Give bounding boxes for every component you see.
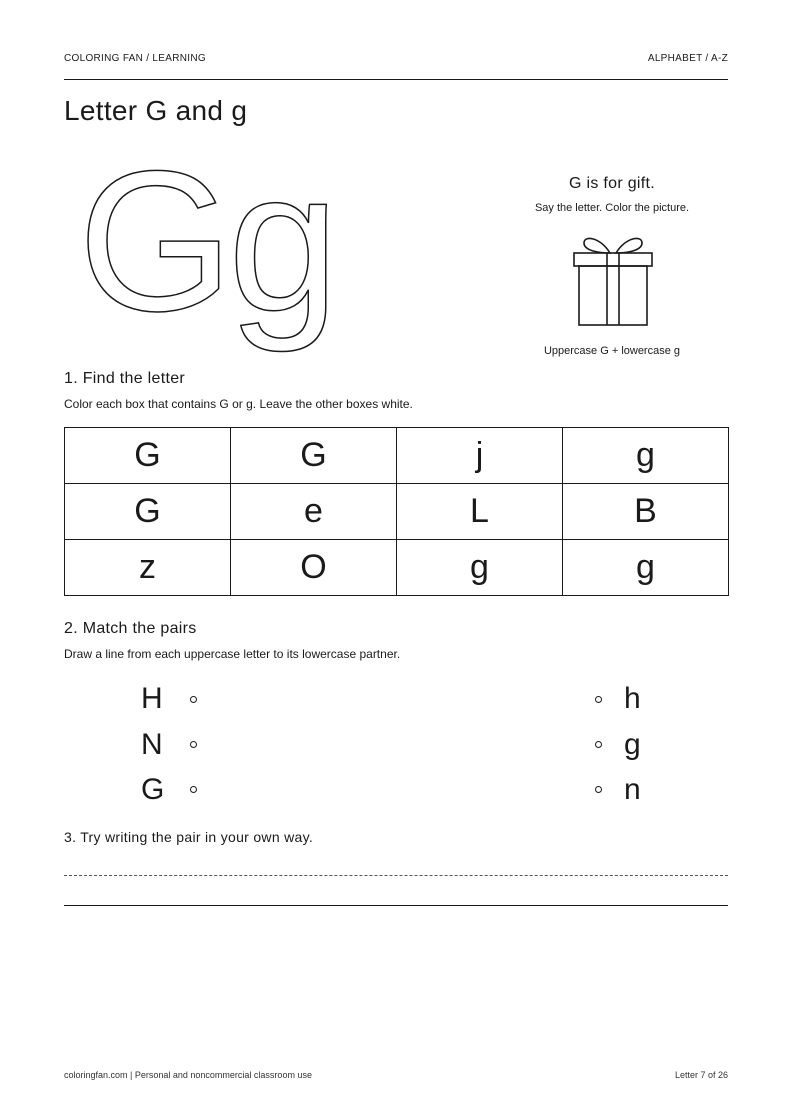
match-right-letter: n <box>624 773 641 806</box>
grid-cell[interactable]: e <box>231 484 397 540</box>
match-left-dot[interactable] <box>190 696 197 703</box>
header-category-label: ALPHABET / A-Z <box>647 53 728 64</box>
writing-baseline[interactable] <box>64 905 728 906</box>
match-right-letter: g <box>624 728 641 761</box>
footer-credit: coloringfan.com | Personal and noncommercial classroom use <box>64 1070 312 1080</box>
picture-caption: Uppercase G + lowercase g <box>543 345 681 357</box>
grid-row <box>65 428 729 484</box>
match-left-dot[interactable] <box>190 786 197 793</box>
grid-cell[interactable]: z <box>65 540 231 596</box>
grid-cell[interactable]: O <box>231 540 397 596</box>
match-right-dot[interactable] <box>595 696 602 703</box>
grid-cell[interactable]: j <box>397 428 563 484</box>
section1-title: 1. Find the letter <box>64 370 186 387</box>
big-uppercase-letter: G <box>78 148 234 353</box>
match-left-dot[interactable] <box>190 741 197 748</box>
grid-row <box>65 484 729 540</box>
page-title: Letter G and g <box>64 95 248 126</box>
word-subheading: Say the letter. Color the picture. <box>534 202 690 214</box>
grid-cell[interactable]: G <box>65 428 231 484</box>
grid-cell[interactable]: g <box>563 540 729 596</box>
big-lowercase-letter: g <box>228 148 340 353</box>
word-panel <box>512 175 712 214</box>
section3-title: 3. Try writing the pair in your own way. <box>64 829 314 845</box>
match-left-letter: N <box>141 728 163 761</box>
word-heading: G is for gift. <box>569 175 655 192</box>
writing-guide-midline[interactable] <box>64 875 728 876</box>
match-right-letter: h <box>624 682 641 715</box>
match-left-letter: H <box>141 682 163 715</box>
footer-page-number: Letter 7 of 26 <box>674 1070 728 1080</box>
section2-instruction: Draw a line from each uppercase letter to its lowercase partner. <box>64 647 401 661</box>
letter-grid <box>64 427 729 596</box>
section1-instruction: Color each box that contains G or g. Leave the other boxes white. <box>64 397 413 411</box>
header-divider <box>64 79 728 80</box>
grid-cell[interactable]: L <box>397 484 563 540</box>
grid-cell[interactable]: g <box>397 540 563 596</box>
grid-cell[interactable]: B <box>563 484 729 540</box>
grid-cell[interactable]: G <box>231 428 397 484</box>
grid-row <box>65 540 729 596</box>
gift-icon <box>572 233 654 329</box>
match-right-dot[interactable] <box>595 741 602 748</box>
match-left-letter: G <box>141 773 165 806</box>
match-right-dot[interactable] <box>595 786 602 793</box>
header-site-label: COLORING FAN / LEARNING <box>64 53 206 64</box>
big-letters-outline <box>60 148 360 368</box>
grid-cell[interactable]: G <box>65 484 231 540</box>
grid-cell[interactable]: g <box>563 428 729 484</box>
section2-title: 2. Match the pairs <box>64 620 197 637</box>
